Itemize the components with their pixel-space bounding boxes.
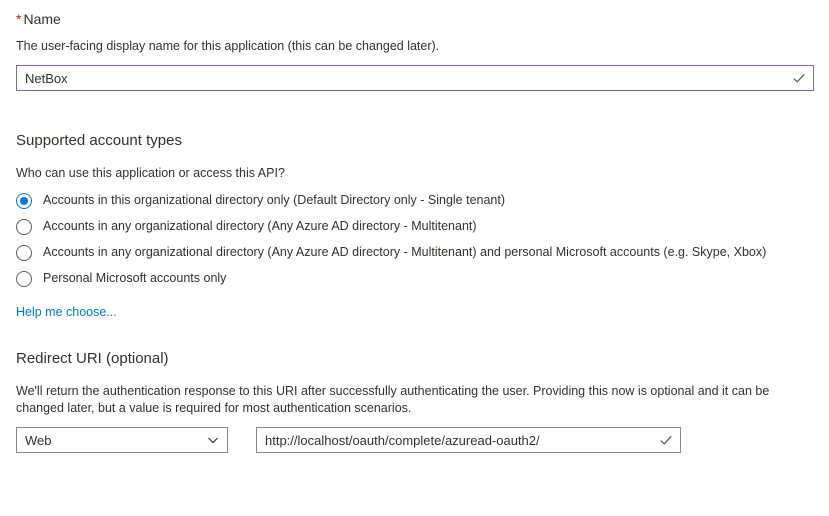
name-label-text: Name (23, 11, 61, 27)
radio-label: Accounts in any organizational directory (Any Azure AD directory - Multitenant) (43, 219, 477, 233)
radio-option-single-tenant[interactable] (16, 192, 813, 209)
radio-option-multitenant-and-personal[interactable] (16, 244, 813, 261)
name-field-label (16, 10, 813, 28)
help-me-choose-link[interactable]: Help me choose... (16, 305, 117, 319)
redirect-uri-heading: Redirect URI (optional) (16, 350, 169, 367)
radio-label: Personal Microsoft accounts only (43, 271, 227, 285)
name-input-wrapper[interactable] (16, 65, 814, 91)
chevron-down-icon[interactable] (207, 434, 219, 446)
account-types-description: Who can use this application or access this API? (16, 166, 285, 180)
radio-label: Accounts in this organizational directory only (Default Directory only - Single tenant) (43, 193, 506, 207)
radio-indicator[interactable] (16, 271, 32, 287)
account-types-radio-group (16, 192, 813, 287)
platform-select-value: Web (25, 432, 52, 448)
redirect-uri-input[interactable] (257, 428, 680, 452)
radio-label: Accounts in any organizational directory (Any Azure AD directory - Multitenant) and personal Microsoft accounts (e.g. Skype, Xbox) (43, 245, 767, 259)
radio-indicator[interactable] (16, 219, 32, 235)
name-description: The user-facing display name for this application (this can be changed later). (16, 39, 440, 53)
required-asterisk: * (16, 11, 22, 27)
radio-option-personal-only[interactable] (16, 270, 813, 287)
redirect-uri-row (16, 427, 813, 453)
platform-select[interactable] (16, 427, 228, 453)
account-types-heading: Supported account types (16, 132, 182, 149)
radio-indicator[interactable] (16, 245, 32, 261)
redirect-uri-input-wrapper[interactable] (256, 427, 681, 453)
redirect-uri-description: We'll return the authentication response to this URI after successfully authenticating the user. Providing this now is optional and it can be changed later, but a value is required for most authentication scenarios. (16, 384, 770, 415)
name-input[interactable] (17, 66, 813, 90)
radio-option-multitenant[interactable] (16, 218, 813, 235)
radio-indicator[interactable] (16, 193, 32, 209)
